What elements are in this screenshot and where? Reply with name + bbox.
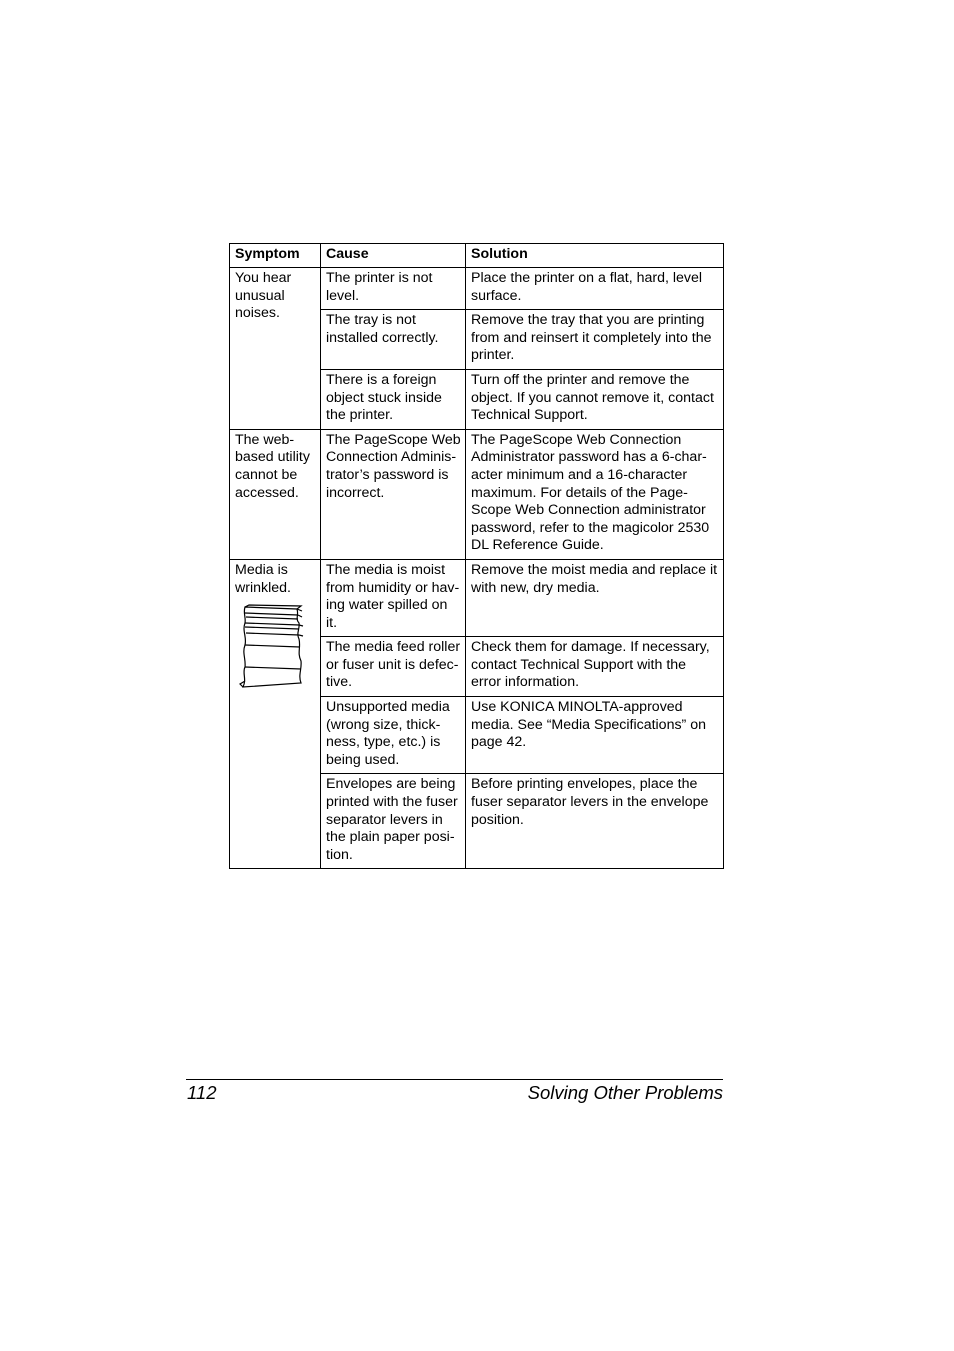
symptom-noises: You hear unusual noises. (230, 268, 321, 430)
solution-cell: Turn off the printer and remove the object. If you cannot remove it, contact Technical Support. (466, 369, 724, 429)
symptom-web-utility: The web-based utility cannot be accessed. (230, 429, 321, 559)
table-header-row (230, 244, 724, 268)
solution-cell: The PageScope Web Connection Administrator password has a 6-char- acter minimum and a 16-character maximum. For details of the Page- Scope Web Connection administrator password, refer to the magicolor 2530 DL Reference Guide. (466, 429, 724, 559)
solution-cell: Check them for damage. If necessary, contact Technical Support with the error information. (466, 637, 724, 697)
symptom-wrinkled: Media is wrinkled. (235, 561, 291, 596)
solution-cell: Remove the moist media and replace it with new, dry media. (466, 559, 724, 636)
cause-cell: Envelopes are being printed with the fuser separator levers in the plain paper posi- tion. (321, 774, 466, 869)
cause-cell: There is a foreign object stuck inside the printer. (321, 369, 466, 429)
cause-cell: The tray is not installed correctly. (321, 310, 466, 370)
footer-divider (186, 1079, 723, 1080)
troubleshooting-table-container (229, 243, 723, 869)
page-number: 112 (187, 1082, 217, 1103)
cause-cell: Unsupported media (wrong size, thick- ness, type, etc.) is being used. (321, 697, 466, 774)
header-cause: Cause (321, 244, 466, 268)
cause-cell: The printer is not level. (321, 268, 466, 310)
solution-cell: Before printing envelopes, place the fuser separator levers in the envelope position. (466, 774, 724, 869)
troubleshooting-table (229, 243, 724, 869)
solution-cell: Use KONICA MINOLTA-approved media. See “Media Specifications” on page 42. (466, 697, 724, 774)
wrinkled-paper-icon (239, 603, 305, 689)
header-solution: Solution (466, 244, 724, 268)
cause-cell: The media is moist from humidity or hav- ing water spilled on it. (321, 559, 466, 636)
solution-cell: Remove the tray that you are printing from and reinsert it completely into the printer. (466, 310, 724, 370)
symptom-wrinkled-cell (230, 559, 321, 869)
section-title: Solving Other Problems (527, 1082, 723, 1103)
cause-cell: The PageScope Web Connection Adminis- trator’s password is incorrect. (321, 429, 466, 559)
table-row (230, 559, 724, 636)
table-row (230, 268, 724, 310)
header-symptom: Symptom (230, 244, 321, 268)
solution-cell: Place the printer on a flat, hard, level surface. (466, 268, 724, 310)
cause-cell: The media feed roller or fuser unit is defec- tive. (321, 637, 466, 697)
table-row (230, 429, 724, 559)
